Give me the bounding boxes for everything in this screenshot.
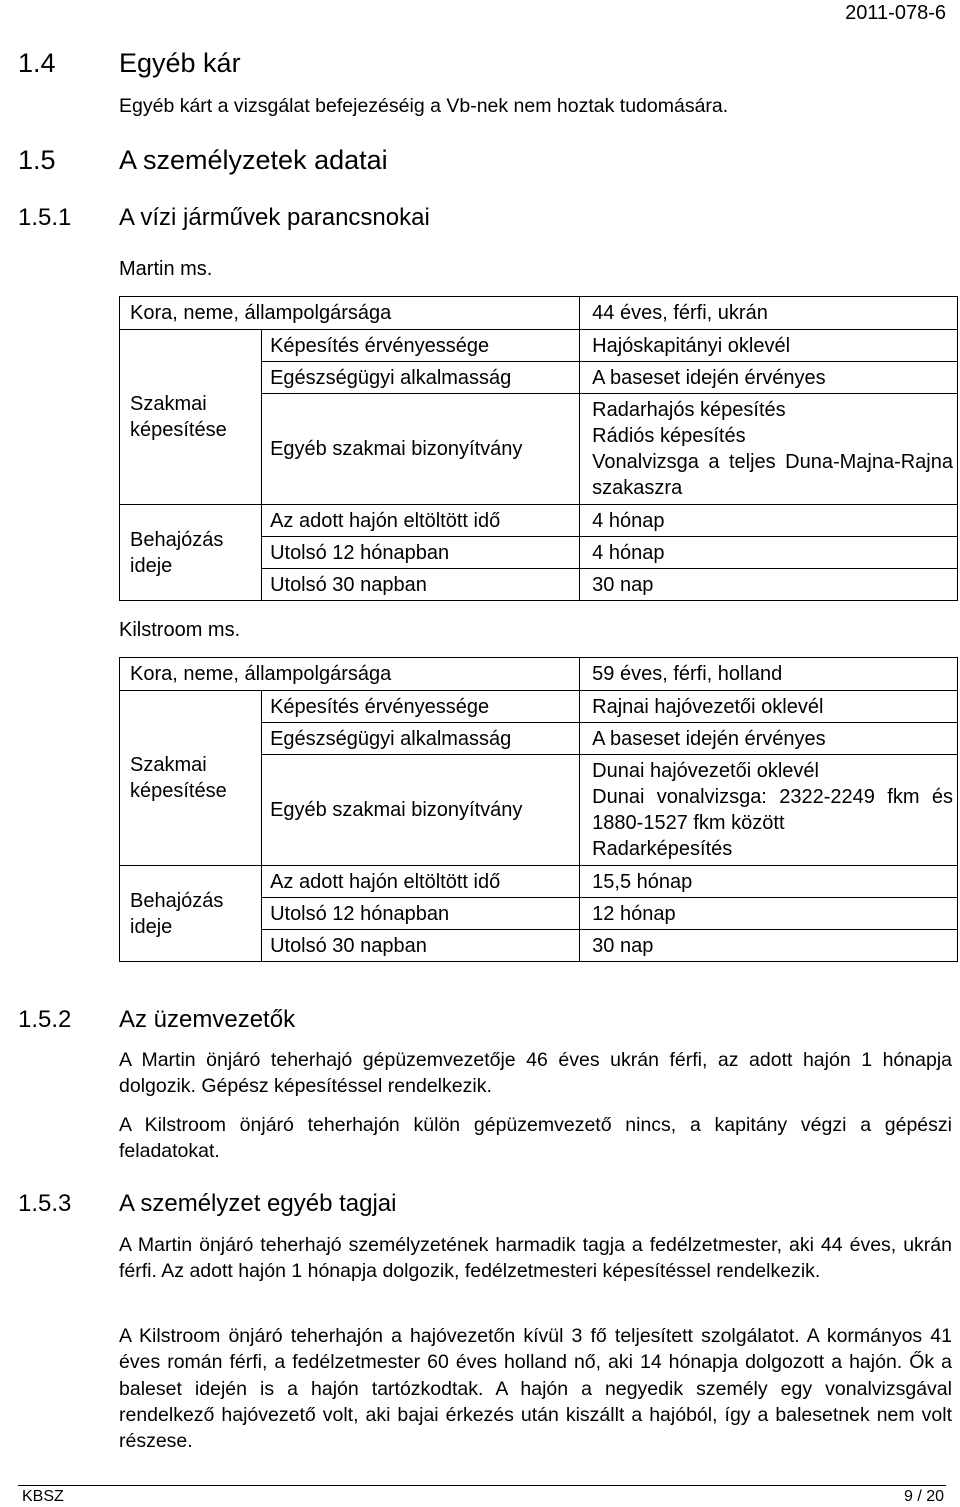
section-number: 1.5.1 bbox=[18, 204, 72, 231]
kilstroom-crew-table bbox=[119, 657, 958, 962]
time-on-ship-value: 15,5 hónap bbox=[580, 866, 958, 898]
health-value: A baseset idején érvényes bbox=[580, 723, 958, 755]
other-cert-values bbox=[580, 755, 958, 866]
other-cert-item: Rádiós képesítés bbox=[592, 425, 746, 447]
validity-value: Hajóskapitányi oklevél bbox=[580, 330, 958, 362]
document-id: 2011-078-6 bbox=[845, 2, 946, 24]
age-value: 59 éves, férfi, holland bbox=[580, 658, 958, 691]
time-on-ship-label: Az adott hajón eltöltött idő bbox=[262, 866, 580, 898]
section-title: A személyzetek adatai bbox=[119, 145, 388, 175]
last-12-months-label: Utolsó 12 hónapban bbox=[262, 537, 580, 569]
age-label: Kora, neme, állampolgársága bbox=[120, 297, 580, 330]
section-number: 1.4 bbox=[18, 48, 56, 78]
group-label-line: ideje bbox=[130, 915, 173, 938]
last-12-months-value: 12 hónap bbox=[580, 898, 958, 930]
section-title: Az üzemvezetők bbox=[119, 1006, 296, 1033]
health-value: A baseset idején érvényes bbox=[580, 362, 958, 394]
section-1-4-text: Egyéb kárt a vizsgálat befejezéséig a Vb-nek nem hoztak tudomására. bbox=[119, 95, 729, 117]
sailing-time-group-label bbox=[120, 505, 262, 601]
section-number: 1.5 bbox=[18, 145, 56, 175]
age-value: 44 éves, férfi, ukrán bbox=[580, 297, 958, 330]
group-label-line: ideje bbox=[130, 554, 173, 577]
validity-label: Képesítés érvényessége bbox=[262, 330, 580, 362]
other-cert-item: Radarhajós képesítés bbox=[592, 399, 786, 421]
qualification-group-label bbox=[120, 691, 262, 866]
last-30-days-value: 30 nap bbox=[580, 569, 958, 601]
section-1-5-2-paragraph-1: A Martin önjáró teherhajó gépüzemvezetője 46 éves ukrán férfi, az adott hajón 1 hónapja dolgozik. Gépész képesítéssel rendelkezik. bbox=[119, 1049, 952, 1098]
section-number: 1.5.3 bbox=[18, 1190, 72, 1217]
group-label-line: képesítése bbox=[130, 780, 227, 802]
validity-value: Rajnai hajóvezetői oklevél bbox=[580, 691, 958, 723]
group-label-line: Szakmai bbox=[130, 393, 207, 415]
last-30-days-label: Utolsó 30 napban bbox=[262, 569, 580, 601]
section-1-5-2-paragraph-2: A Kilstroom önjáró teherhajón külön gépüzemvezető nincs, a kapitány végzi a gépészi feladatokat. bbox=[119, 1114, 952, 1163]
other-cert-item: Vonalvizsga a teljes Duna-Majna-Rajna szakaszra bbox=[592, 451, 953, 499]
time-on-ship-value: 4 hónap bbox=[580, 505, 958, 537]
other-cert-item: Dunai vonalvizsga: 2322-2249 fkm és 1880-1527 fkm között bbox=[592, 786, 953, 834]
vessel-name-martin: Martin ms. bbox=[119, 258, 213, 280]
group-label-line: képesítése bbox=[130, 419, 227, 441]
footer-divider bbox=[18, 1485, 946, 1486]
last-30-days-label: Utolsó 30 napban bbox=[262, 930, 580, 962]
martin-crew-table bbox=[119, 296, 958, 601]
section-title: Egyéb kár bbox=[119, 48, 241, 78]
last-12-months-label: Utolsó 12 hónapban bbox=[262, 898, 580, 930]
page-number: 9 / 20 bbox=[903, 1488, 944, 1505]
section-1-5-3-paragraph-2: A Kilstroom önjáró teherhajón a hajóvezetőn kívül 3 fő teljesített szolgálatot. A kormányos 41 éves román férfi, a fedélzetmester 60 éves holland nő, aki 14 hónapja dolgozott a hajón. Ők a baleset idején is a hajón tartózkodtak. A hajón a negyedik személy egy vonalvizsgával rendelkező hajóvezető volt, aki bajai érkezés után kiszállt a hajóból, így a balesetnek nem volt részese. bbox=[119, 1325, 952, 1453]
section-title: A személyzet egyéb tagjai bbox=[119, 1190, 397, 1217]
validity-label: Képesítés érvényessége bbox=[262, 691, 580, 723]
other-cert-label: Egyéb szakmai bizonyítvány bbox=[262, 394, 580, 505]
qualification-group-label bbox=[120, 330, 262, 505]
group-label-line: Behajózás bbox=[130, 889, 224, 912]
vessel-name-kilstroom: Kilstroom ms. bbox=[119, 619, 241, 641]
last-30-days-value: 30 nap bbox=[580, 930, 958, 962]
section-1-5-3-paragraph-1: A Martin önjáró teherhajó személyzetének harmadik tagja a fedélzetmester, aki 44 éves, ukrán férfi. Az adott hajón 1 hónapja dolgozik, fedélzetmesteri képesítéssel rendelkezik. bbox=[119, 1234, 952, 1283]
time-on-ship-label: Az adott hajón eltöltött idő bbox=[262, 505, 580, 537]
last-12-months-value: 4 hónap bbox=[580, 537, 958, 569]
group-label-line: Behajózás bbox=[130, 528, 224, 551]
health-label: Egészségügyi alkalmasság bbox=[262, 723, 580, 755]
footer-organization: KBSZ bbox=[22, 1488, 64, 1505]
age-label: Kora, neme, állampolgársága bbox=[120, 658, 580, 691]
section-title: A vízi járművek parancsnokai bbox=[119, 204, 430, 231]
health-label: Egészségügyi alkalmasság bbox=[262, 362, 580, 394]
sailing-time-group-label bbox=[120, 866, 262, 962]
other-cert-item: Dunai hajóvezetői oklevél bbox=[592, 760, 819, 782]
other-cert-item: Radarképesítés bbox=[592, 838, 733, 860]
other-cert-values bbox=[580, 394, 958, 505]
other-cert-label: Egyéb szakmai bizonyítvány bbox=[262, 755, 580, 866]
section-number: 1.5.2 bbox=[18, 1006, 72, 1033]
group-label-line: Szakmai bbox=[130, 754, 207, 776]
